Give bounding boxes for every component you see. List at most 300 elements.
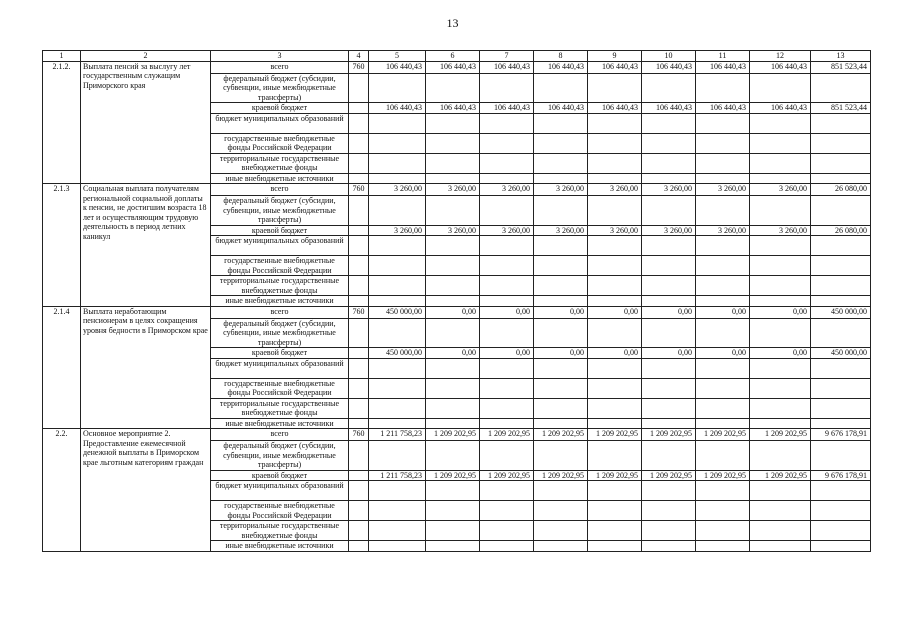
code-cell xyxy=(349,521,369,541)
funding-source: иные внебюджетные источники xyxy=(211,541,349,552)
value-cell: 106 440,43 xyxy=(750,61,811,73)
table-row xyxy=(43,184,871,196)
value-cell xyxy=(369,521,426,541)
value-cell xyxy=(642,521,696,541)
value-cell xyxy=(534,441,588,471)
value-cell xyxy=(811,398,871,418)
value-cell: 1 209 202,95 xyxy=(426,429,480,441)
value-cell xyxy=(480,196,534,226)
value-cell: 1 211 758,23 xyxy=(369,429,426,441)
value-cell: 26 080,00 xyxy=(811,184,871,196)
value-cell xyxy=(426,196,480,226)
value-cell xyxy=(480,318,534,348)
funding-source: иные внебюджетные источники xyxy=(211,173,349,184)
code-cell xyxy=(349,153,369,173)
value-cell: 0,00 xyxy=(696,348,750,359)
value-cell xyxy=(642,196,696,226)
value-cell xyxy=(750,196,811,226)
value-cell xyxy=(588,133,642,153)
value-cell: 106 440,43 xyxy=(369,61,426,73)
funding-source: федеральный бюджет (субсидии, субвенции, иные межбюджетные трансферты) xyxy=(211,73,349,103)
code-cell xyxy=(349,236,369,256)
value-cell xyxy=(588,318,642,348)
value-cell: 106 440,43 xyxy=(750,103,811,114)
value-cell xyxy=(811,296,871,307)
value-cell xyxy=(369,236,426,256)
code-cell: 760 xyxy=(349,306,369,318)
value-cell: 9 676 178,91 xyxy=(811,429,871,441)
value-cell xyxy=(642,153,696,173)
code-cell xyxy=(349,418,369,429)
code-cell xyxy=(349,481,369,501)
code-cell: 760 xyxy=(349,184,369,196)
funding-source: бюджет муниципальных образований xyxy=(211,358,349,378)
value-cell xyxy=(642,378,696,398)
value-cell xyxy=(534,256,588,276)
value-cell xyxy=(369,378,426,398)
value-cell xyxy=(588,256,642,276)
value-cell xyxy=(642,236,696,256)
value-cell xyxy=(588,521,642,541)
value-cell: 106 440,43 xyxy=(426,61,480,73)
header-row xyxy=(43,51,871,62)
code-cell xyxy=(349,348,369,359)
value-cell xyxy=(750,276,811,296)
funding-source: всего xyxy=(211,184,349,196)
value-cell: 1 209 202,95 xyxy=(642,470,696,481)
value-cell: 3 260,00 xyxy=(588,184,642,196)
value-cell xyxy=(811,358,871,378)
code-cell xyxy=(349,358,369,378)
value-cell xyxy=(480,378,534,398)
value-cell: 3 260,00 xyxy=(642,184,696,196)
header-cell: 10 xyxy=(642,51,696,62)
value-cell: 3 260,00 xyxy=(426,184,480,196)
funding-source: территориальные государственные внебюджетные фонды xyxy=(211,521,349,541)
table-body xyxy=(43,51,871,552)
value-cell xyxy=(369,153,426,173)
value-cell xyxy=(369,541,426,552)
funding-source: государственные внебюджетные фонды Российской Федерации xyxy=(211,378,349,398)
code-cell xyxy=(349,113,369,133)
value-cell: 106 440,43 xyxy=(588,61,642,73)
value-cell xyxy=(588,153,642,173)
value-cell xyxy=(369,196,426,226)
value-cell xyxy=(696,196,750,226)
value-cell xyxy=(480,296,534,307)
funding-source: государственные внебюджетные фонды Российской Федерации xyxy=(211,133,349,153)
value-cell: 1 209 202,95 xyxy=(588,470,642,481)
value-cell xyxy=(696,73,750,103)
value-cell: 26 080,00 xyxy=(811,225,871,236)
value-cell: 3 260,00 xyxy=(426,225,480,236)
funding-source: бюджет муниципальных образований xyxy=(211,481,349,501)
value-cell xyxy=(534,73,588,103)
value-cell xyxy=(696,173,750,184)
funding-source: территориальные государственные внебюджетные фонды xyxy=(211,276,349,296)
funding-source: федеральный бюджет (субсидии, субвенции, иные межбюджетные трансферты) xyxy=(211,318,349,348)
code-cell xyxy=(349,276,369,296)
value-cell: 0,00 xyxy=(588,306,642,318)
value-cell xyxy=(696,378,750,398)
value-cell xyxy=(534,173,588,184)
value-cell: 0,00 xyxy=(750,306,811,318)
value-cell xyxy=(534,398,588,418)
budget-table xyxy=(42,50,871,552)
value-cell: 450 000,00 xyxy=(811,306,871,318)
value-cell xyxy=(534,481,588,501)
value-cell xyxy=(480,113,534,133)
value-cell xyxy=(811,196,871,226)
funding-source: федеральный бюджет (субсидии, субвенции, иные межбюджетные трансферты) xyxy=(211,441,349,471)
value-cell xyxy=(750,296,811,307)
value-cell xyxy=(642,398,696,418)
table-row xyxy=(43,306,871,318)
value-cell xyxy=(696,256,750,276)
item-name: Основное мероприятие 2. Предоставление ежемесячной денежной выплаты в Приморском крае льготным категориям граждан xyxy=(81,429,211,552)
value-cell xyxy=(642,276,696,296)
value-cell xyxy=(480,398,534,418)
value-cell xyxy=(369,133,426,153)
value-cell xyxy=(588,358,642,378)
funding-source: иные внебюджетные источники xyxy=(211,418,349,429)
value-cell xyxy=(534,296,588,307)
value-cell xyxy=(369,441,426,471)
value-cell xyxy=(811,441,871,471)
funding-source: всего xyxy=(211,306,349,318)
value-cell xyxy=(750,501,811,521)
value-cell xyxy=(480,153,534,173)
value-cell xyxy=(750,173,811,184)
value-cell xyxy=(588,481,642,501)
value-cell: 0,00 xyxy=(642,348,696,359)
value-cell xyxy=(642,256,696,276)
value-cell xyxy=(480,358,534,378)
item-number: 2.2. xyxy=(43,429,81,552)
value-cell xyxy=(588,276,642,296)
funding-source: краевой бюджет xyxy=(211,103,349,114)
code-cell xyxy=(349,173,369,184)
value-cell xyxy=(696,113,750,133)
value-cell xyxy=(811,113,871,133)
item-number: 2.1.4 xyxy=(43,306,81,429)
value-cell xyxy=(642,173,696,184)
header-cell: 5 xyxy=(369,51,426,62)
value-cell: 3 260,00 xyxy=(588,225,642,236)
funding-source: государственные внебюджетные фонды Российской Федерации xyxy=(211,256,349,276)
value-cell xyxy=(642,541,696,552)
value-cell xyxy=(642,73,696,103)
funding-source: территориальные государственные внебюджетные фонды xyxy=(211,398,349,418)
value-cell xyxy=(811,236,871,256)
funding-source: иные внебюджетные источники xyxy=(211,296,349,307)
value-cell xyxy=(696,398,750,418)
value-cell xyxy=(480,418,534,429)
value-cell xyxy=(750,113,811,133)
value-cell: 106 440,43 xyxy=(480,61,534,73)
value-cell xyxy=(369,256,426,276)
value-cell: 851 523,44 xyxy=(811,61,871,73)
value-cell xyxy=(369,73,426,103)
value-cell: 1 209 202,95 xyxy=(480,470,534,481)
item-name: Социальная выплата получателям региональной социальной доплаты к пенсии, не достигшим возраста 18 лет и осуществляющим трудовую деятельность в период летних каникул xyxy=(81,184,211,307)
value-cell: 106 440,43 xyxy=(696,61,750,73)
value-cell: 3 260,00 xyxy=(534,184,588,196)
code-cell xyxy=(349,256,369,276)
value-cell xyxy=(369,358,426,378)
value-cell xyxy=(480,481,534,501)
value-cell xyxy=(750,541,811,552)
value-cell: 3 260,00 xyxy=(369,184,426,196)
funding-source: государственные внебюджетные фонды Российской Федерации xyxy=(211,501,349,521)
value-cell: 1 209 202,95 xyxy=(534,429,588,441)
value-cell xyxy=(426,256,480,276)
value-cell: 0,00 xyxy=(534,348,588,359)
value-cell xyxy=(369,296,426,307)
funding-source: всего xyxy=(211,61,349,73)
value-cell xyxy=(696,358,750,378)
value-cell: 3 260,00 xyxy=(696,184,750,196)
funding-source: бюджет муниципальных образований xyxy=(211,236,349,256)
value-cell: 1 209 202,95 xyxy=(696,470,750,481)
value-cell: 3 260,00 xyxy=(369,225,426,236)
value-cell xyxy=(480,133,534,153)
value-cell xyxy=(534,196,588,226)
code-cell xyxy=(349,73,369,103)
value-cell xyxy=(426,501,480,521)
code-cell xyxy=(349,501,369,521)
value-cell: 0,00 xyxy=(696,306,750,318)
value-cell xyxy=(750,236,811,256)
value-cell xyxy=(750,358,811,378)
value-cell xyxy=(588,173,642,184)
value-cell: 3 260,00 xyxy=(696,225,750,236)
code-cell xyxy=(349,296,369,307)
code-cell xyxy=(349,318,369,348)
value-cell xyxy=(811,256,871,276)
value-cell xyxy=(426,541,480,552)
funding-source: территориальные государственные внебюджетные фонды xyxy=(211,153,349,173)
value-cell xyxy=(534,541,588,552)
value-cell: 3 260,00 xyxy=(480,225,534,236)
value-cell xyxy=(750,133,811,153)
value-cell xyxy=(534,318,588,348)
value-cell xyxy=(480,236,534,256)
value-cell xyxy=(750,481,811,501)
value-cell xyxy=(696,133,750,153)
code-cell xyxy=(349,196,369,226)
value-cell xyxy=(642,318,696,348)
value-cell xyxy=(696,153,750,173)
value-cell xyxy=(696,521,750,541)
value-cell xyxy=(642,358,696,378)
value-cell: 1 209 202,95 xyxy=(480,429,534,441)
value-cell xyxy=(588,378,642,398)
value-cell xyxy=(811,481,871,501)
value-cell: 0,00 xyxy=(426,348,480,359)
value-cell xyxy=(811,173,871,184)
value-cell xyxy=(480,521,534,541)
value-cell xyxy=(534,133,588,153)
header-cell: 1 xyxy=(43,51,81,62)
value-cell: 1 209 202,95 xyxy=(534,470,588,481)
funding-source: краевой бюджет xyxy=(211,348,349,359)
value-cell xyxy=(811,133,871,153)
value-cell xyxy=(426,276,480,296)
value-cell xyxy=(426,318,480,348)
value-cell xyxy=(426,173,480,184)
code-cell xyxy=(349,541,369,552)
value-cell xyxy=(534,418,588,429)
value-cell xyxy=(426,296,480,307)
value-cell xyxy=(642,133,696,153)
value-cell xyxy=(369,113,426,133)
value-cell: 3 260,00 xyxy=(750,184,811,196)
value-cell xyxy=(426,73,480,103)
value-cell xyxy=(642,501,696,521)
value-cell xyxy=(642,113,696,133)
value-cell xyxy=(811,276,871,296)
value-cell: 106 440,43 xyxy=(534,61,588,73)
value-cell xyxy=(480,276,534,296)
value-cell: 106 440,43 xyxy=(642,103,696,114)
value-cell xyxy=(588,418,642,429)
value-cell xyxy=(426,133,480,153)
funding-source: федеральный бюджет (субсидии, субвенции, иные межбюджетные трансферты) xyxy=(211,196,349,226)
value-cell: 1 211 758,23 xyxy=(369,470,426,481)
value-cell xyxy=(696,481,750,501)
value-cell: 1 209 202,95 xyxy=(696,429,750,441)
value-cell xyxy=(588,73,642,103)
header-cell: 3 xyxy=(211,51,349,62)
value-cell xyxy=(588,541,642,552)
code-cell: 760 xyxy=(349,61,369,73)
item-number: 2.1.2. xyxy=(43,61,81,184)
value-cell: 3 260,00 xyxy=(642,225,696,236)
header-cell: 12 xyxy=(750,51,811,62)
value-cell: 106 440,43 xyxy=(369,103,426,114)
value-cell: 0,00 xyxy=(588,348,642,359)
value-cell xyxy=(534,236,588,256)
value-cell: 450 000,00 xyxy=(369,306,426,318)
value-cell xyxy=(369,318,426,348)
page-number: 13 xyxy=(446,16,459,30)
value-cell: 0,00 xyxy=(642,306,696,318)
value-cell xyxy=(750,318,811,348)
value-cell: 1 209 202,95 xyxy=(642,429,696,441)
value-cell xyxy=(534,358,588,378)
value-cell: 851 523,44 xyxy=(811,103,871,114)
value-cell xyxy=(696,276,750,296)
value-cell xyxy=(750,398,811,418)
value-cell xyxy=(588,398,642,418)
value-cell: 3 260,00 xyxy=(534,225,588,236)
value-cell xyxy=(588,296,642,307)
table-row xyxy=(43,429,871,441)
header-cell: 2 xyxy=(81,51,211,62)
header-cell: 9 xyxy=(588,51,642,62)
value-cell xyxy=(750,153,811,173)
item-name: Выплата пенсий за выслугу лет государственным служащим Приморского края xyxy=(81,61,211,184)
value-cell xyxy=(696,541,750,552)
value-cell: 106 440,43 xyxy=(696,103,750,114)
value-cell xyxy=(750,418,811,429)
value-cell: 1 209 202,95 xyxy=(750,429,811,441)
value-cell xyxy=(811,73,871,103)
value-cell xyxy=(642,296,696,307)
value-cell xyxy=(811,153,871,173)
value-cell xyxy=(480,256,534,276)
value-cell xyxy=(426,153,480,173)
value-cell: 106 440,43 xyxy=(534,103,588,114)
value-cell xyxy=(426,358,480,378)
value-cell xyxy=(426,521,480,541)
value-cell xyxy=(811,521,871,541)
header-cell: 7 xyxy=(480,51,534,62)
funding-source: бюджет муниципальных образований xyxy=(211,113,349,133)
value-cell xyxy=(811,418,871,429)
value-cell: 1 209 202,95 xyxy=(588,429,642,441)
value-cell: 0,00 xyxy=(480,348,534,359)
value-cell xyxy=(369,398,426,418)
header-cell: 6 xyxy=(426,51,480,62)
value-cell: 1 209 202,95 xyxy=(750,470,811,481)
value-cell: 450 000,00 xyxy=(369,348,426,359)
value-cell xyxy=(588,113,642,133)
value-cell xyxy=(426,113,480,133)
value-cell xyxy=(811,541,871,552)
value-cell xyxy=(588,501,642,521)
funding-source: краевой бюджет xyxy=(211,470,349,481)
code-cell xyxy=(349,398,369,418)
value-cell xyxy=(426,378,480,398)
value-cell: 0,00 xyxy=(534,306,588,318)
value-cell: 106 440,43 xyxy=(426,103,480,114)
value-cell xyxy=(696,418,750,429)
value-cell xyxy=(642,418,696,429)
value-cell xyxy=(750,378,811,398)
value-cell xyxy=(369,501,426,521)
value-cell: 3 260,00 xyxy=(480,184,534,196)
value-cell xyxy=(369,276,426,296)
value-cell xyxy=(750,441,811,471)
code-cell xyxy=(349,103,369,114)
header-cell: 4 xyxy=(349,51,369,62)
value-cell xyxy=(750,73,811,103)
value-cell xyxy=(696,441,750,471)
value-cell xyxy=(696,501,750,521)
value-cell: 106 440,43 xyxy=(588,103,642,114)
value-cell xyxy=(811,318,871,348)
value-cell xyxy=(534,378,588,398)
code-cell xyxy=(349,225,369,236)
value-cell xyxy=(534,153,588,173)
value-cell xyxy=(696,236,750,256)
code-cell xyxy=(349,378,369,398)
code-cell xyxy=(349,133,369,153)
value-cell xyxy=(480,501,534,521)
value-cell xyxy=(534,276,588,296)
value-cell xyxy=(426,481,480,501)
value-cell xyxy=(588,196,642,226)
value-cell: 0,00 xyxy=(750,348,811,359)
funding-source: краевой бюджет xyxy=(211,225,349,236)
value-cell: 0,00 xyxy=(426,306,480,318)
value-cell xyxy=(642,481,696,501)
value-cell xyxy=(426,398,480,418)
value-cell xyxy=(588,441,642,471)
value-cell xyxy=(480,441,534,471)
